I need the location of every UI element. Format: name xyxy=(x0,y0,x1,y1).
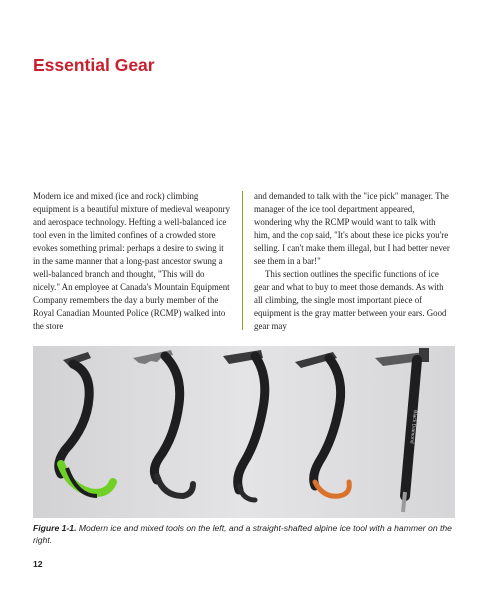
figure-caption xyxy=(33,523,463,546)
page-number: 12 xyxy=(33,559,43,569)
right-column-paragraph-1: and demanded to talk with the "ice pick" manager. The manager of the ice tool department appeared, wondering why the RCMP would want to talk with him, and the cop said, "It's about these ice picks you're selling. I can't make them illegal, but I had better never see them in a bar!" xyxy=(254,191,450,267)
body-text-left-column: Modern ice and mixed (ice and rock) climbing equipment is a beautiful mixture of medieval weaponry and aerospace technology. Hefting a well-balanced ice tool even in the limited confines of a crowded store evokes something primal: perhaps a desire to swing it in the same manner that a long-past ancestor swung a well-balanced branch and thought, "This will do nicely." An employee at Canada's Mountain Equipment Company remembers the day a burly member of the Royal Canadian Mounted Police (RCMP) walked into the store xyxy=(33,191,230,332)
right-column-paragraph-2: This section outlines the specific functions of ice gear and what to buy to meet those demands. As with all climbing, the single most important piece of equipment is the gray matter between your ears. Good gear may xyxy=(254,269,447,332)
body-text-right-column xyxy=(254,190,453,334)
ice-tools-illustration xyxy=(33,346,455,518)
brand-mark: Black Diamond xyxy=(408,409,418,444)
ice-tools-photo xyxy=(33,346,455,518)
figure-caption-text: Modern ice and mixed tools on the left, and a straight-shafted alpine ice tool with a hammer on the right. xyxy=(33,523,452,545)
figure-caption-label: Figure 1-1. xyxy=(33,523,77,533)
chapter-title: Essential Gear xyxy=(33,55,155,75)
column-divider xyxy=(242,191,243,330)
